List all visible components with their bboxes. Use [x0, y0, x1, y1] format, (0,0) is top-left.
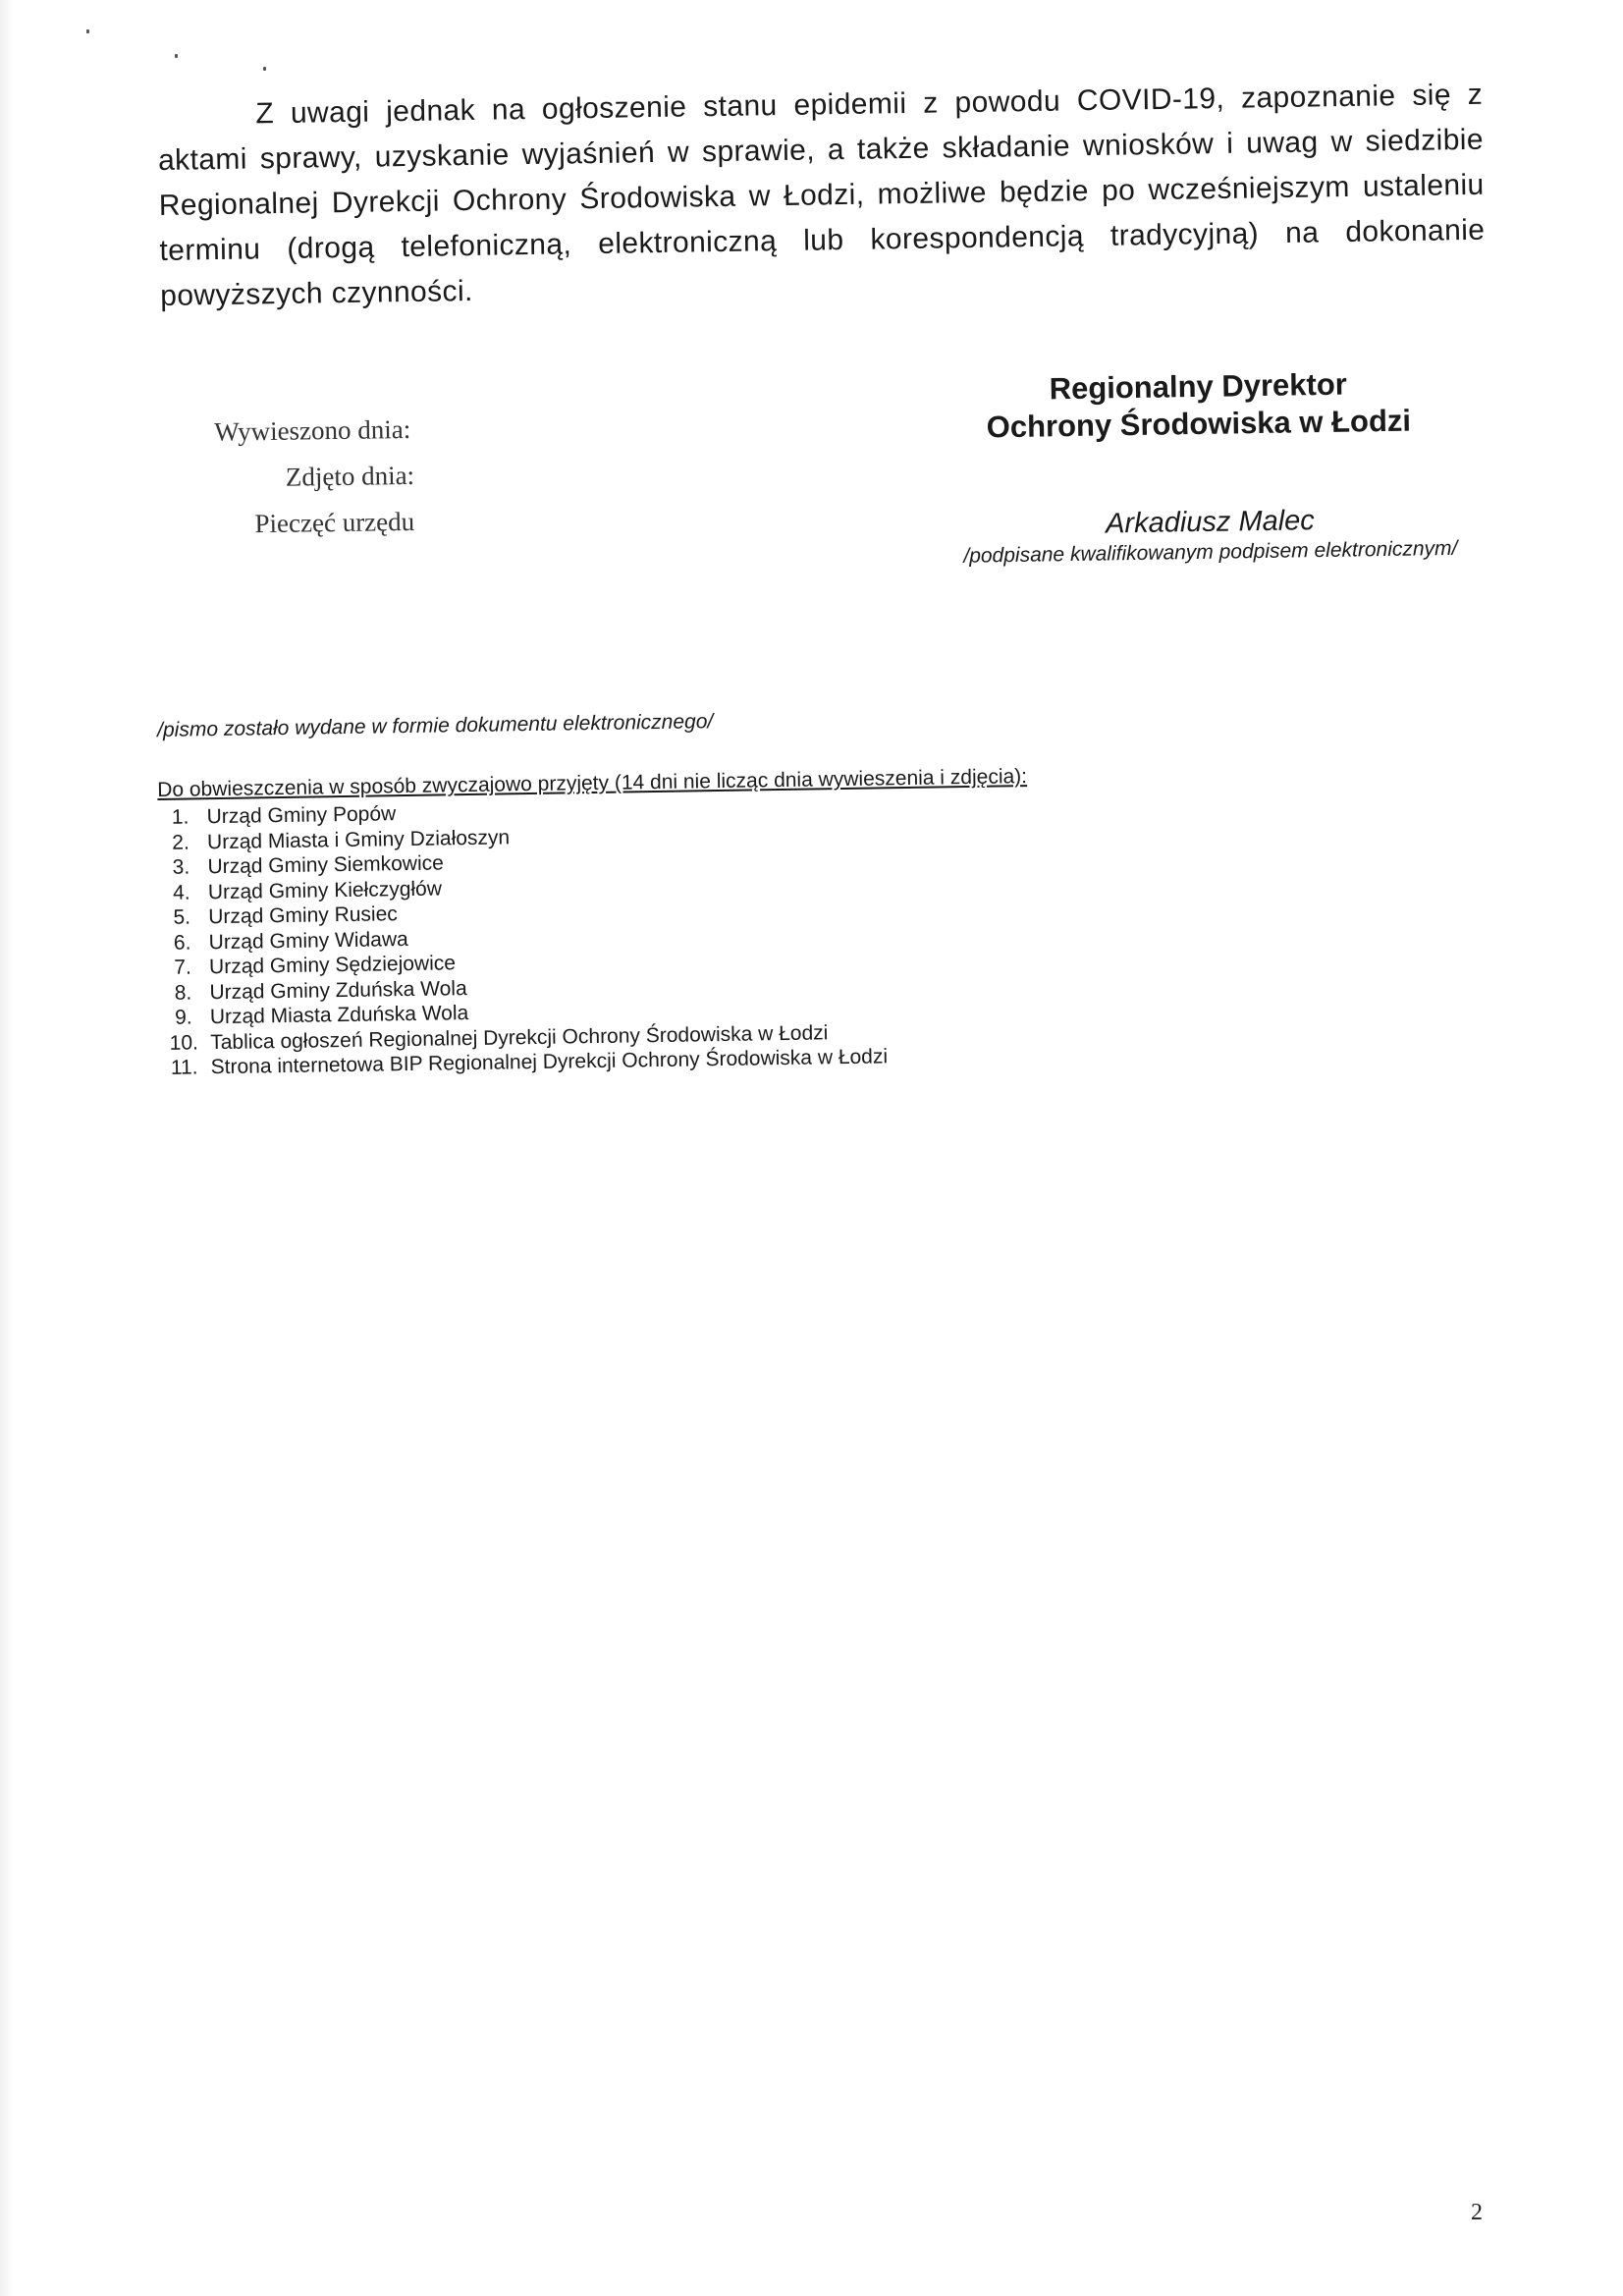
signatory-name: Arkadiusz Malec	[1105, 505, 1316, 540]
list-item-text: Urząd Gminy Siemkowice	[207, 851, 445, 879]
list-item-text: Urząd Gminy Widawa	[208, 927, 408, 954]
list-item-text: Urząd Gminy Kiełczygłów	[207, 876, 443, 903]
list-item-text: Strona internetowa BIP Regionalnej Dyrekcji Ochrony Środowiska w Łodzi	[210, 1045, 889, 1079]
list-item-text: Urząd Miasta i Gminy Działoszyn	[206, 825, 511, 853]
distribution-list	[157, 790, 1143, 1080]
office-stamp-label: Pieczęć urzędu	[254, 506, 415, 539]
list-item-text: Urząd Miasta Zduńska Wola	[209, 1002, 469, 1029]
list-item-text: Urząd Gminy Sędziejowice	[208, 952, 457, 979]
signature-note: /podpisane kwalifikowanym podpisem elektronicznym/	[963, 536, 1458, 568]
scan-speck	[175, 54, 178, 58]
list-item-number: 1.	[171, 805, 189, 829]
list-item-number: 10.	[169, 1030, 199, 1055]
scan-edge-shadow	[0, 0, 14, 2296]
list-item-number: 4.	[172, 880, 190, 904]
list-item-text: Urząd Gminy Rusiec	[208, 902, 398, 929]
page-number: 2	[1471, 2200, 1483, 2225]
list-item-number: 5.	[173, 905, 191, 929]
list-item-text: Urząd Gminy Zduńska Wola	[209, 976, 467, 1004]
electronic-document-note: /pismo zostało wydane w formie dokumentu elektronicznego/	[157, 710, 714, 741]
list-item-text: Tablica ogłoszeń Regionalnej Dyrekcji Ochrony Środowiska w Łodzi	[210, 1020, 829, 1054]
list-item-number: 2.	[172, 830, 189, 854]
scan-speck	[263, 67, 266, 71]
distribution-section	[157, 760, 1144, 1080]
posted-date-label: Wywieszono dnia:	[213, 413, 411, 447]
signature-block	[884, 363, 1515, 572]
scan-speck	[86, 29, 89, 33]
posting-block	[196, 413, 493, 556]
signatory-title-line1: Regionalny Dyrektor	[1049, 366, 1348, 407]
intro-paragraph: Z uwagi jednak na ogłoszenie stanu epidemii z powodu COVID-19, zapoznanie się z aktami sprawy, uzyskanie wyjaśnień w sprawie, a także składanie wniosków i uwag w siedzibie Regionalnej Dyrekcji Ochrony Środowiska w Łodzi, możliwe będzie po wcześniejszym ustaleniu terminu (drogą telefoniczną, elektroniczną lub korespondencją tradycyjną) na dokonanie powyższych czynności.	[157, 78, 1486, 312]
removed-date-label: Zdjęto dnia:	[285, 460, 415, 492]
list-item-text: Urząd Gminy Popów	[206, 802, 397, 829]
list-item-number: 3.	[172, 855, 190, 879]
list-item-number: 11.	[170, 1056, 198, 1079]
list-item-number: 9.	[174, 1006, 192, 1029]
distribution-heading: Do obwieszczenia w sposób zwyczajowo przyjęty (14 dni nie licząc dnia wywieszenia i zdjęcia):	[157, 765, 1028, 801]
list-item-number: 7.	[174, 956, 191, 979]
list-item-number: 6.	[173, 930, 191, 955]
signatory-title-line2: Ochrony Środowiska w Łodzi	[986, 403, 1412, 445]
list-item-number: 8.	[174, 980, 192, 1005]
